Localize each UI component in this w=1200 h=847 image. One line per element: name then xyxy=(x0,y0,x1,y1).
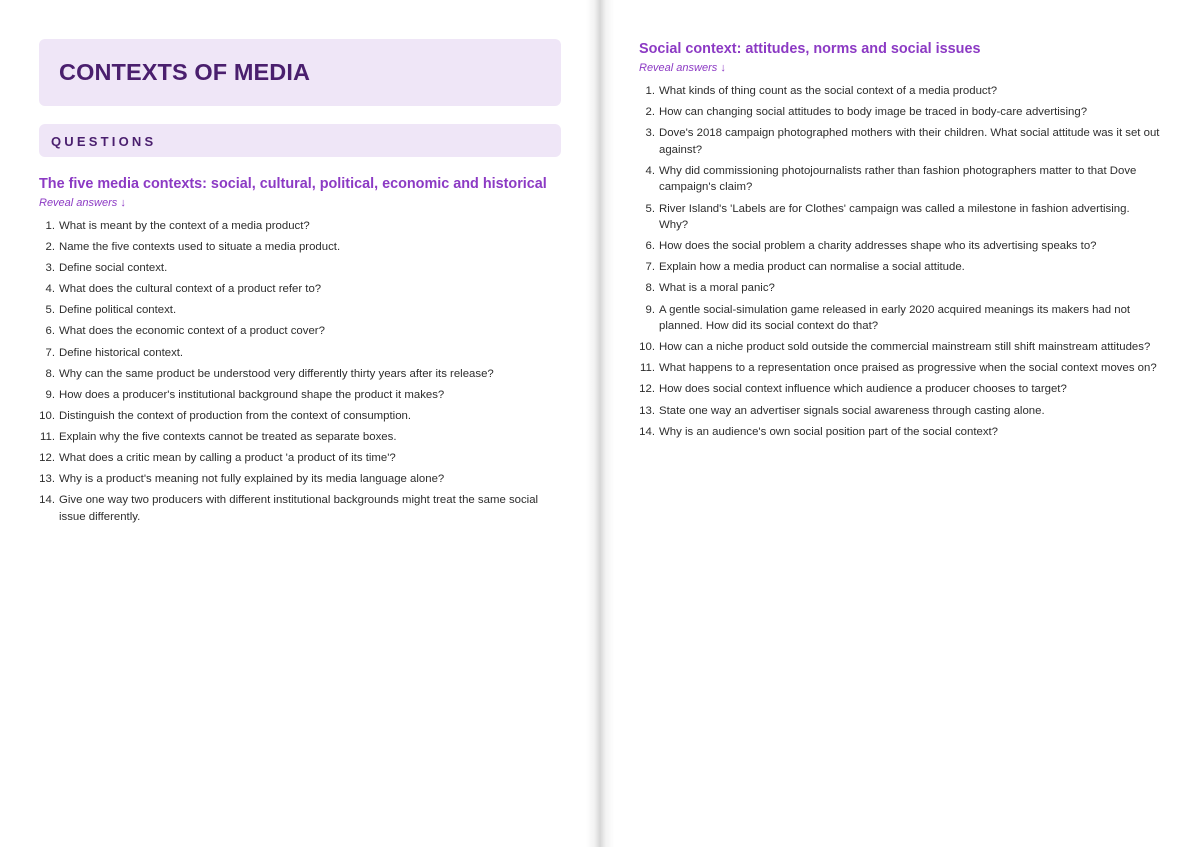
question-item xyxy=(639,360,1160,377)
page-title: CONTEXTS OF MEDIA xyxy=(59,59,311,85)
question-number: 6. xyxy=(45,325,55,338)
reveal-answers-link[interactable]: Reveal answers ↓ xyxy=(39,197,126,209)
question-item xyxy=(39,387,561,404)
question-number: 9. xyxy=(645,303,655,316)
section-heading: The five media contexts: social, cultural, political, economic and historical xyxy=(39,176,547,192)
question-text: Why is a product's meaning not fully explained by its media language alone? xyxy=(59,473,445,486)
question-text: How can changing social attitudes to body image be traced in body-care advertising? xyxy=(659,106,1088,119)
question-text: Distinguish the context of production from the context of consumption. xyxy=(59,409,412,422)
question-number: 9. xyxy=(45,388,55,401)
question-number: 2. xyxy=(45,241,55,254)
question-number: 13. xyxy=(39,473,55,486)
question-number: 2. xyxy=(645,106,655,119)
question-number: 8. xyxy=(645,282,655,295)
question-text: Name the five contexts used to situate a media product. xyxy=(59,241,341,254)
question-text: What happens to a representation once praised as progressive when the social context moves on? xyxy=(659,362,1157,375)
question-item xyxy=(639,302,1160,335)
question-text: What is meant by the context of a media product? xyxy=(59,220,310,232)
question-number: 7. xyxy=(45,346,55,359)
question-number: 12. xyxy=(639,383,655,396)
question-item xyxy=(39,323,561,340)
question-item xyxy=(39,471,561,488)
question-text: State one way an advertiser signals social awareness through casting alone. xyxy=(659,404,1045,417)
question-item xyxy=(39,239,561,256)
question-text: What is a moral panic? xyxy=(659,282,775,295)
question-number: 6. xyxy=(645,240,655,253)
questions-label: QUESTIONS xyxy=(51,134,157,149)
question-text: Explain why the five contexts cannot be treated as separate boxes. xyxy=(59,430,397,443)
question-item xyxy=(39,492,561,525)
question-text: What does a critic mean by calling a product 'a product of its time'? xyxy=(59,452,396,465)
question-text: Define social context. xyxy=(59,262,168,275)
question-item xyxy=(39,408,561,425)
question-text: How can a niche product sold outside the commercial mainstream still shift mainstream attitudes? xyxy=(659,341,1151,354)
question-item xyxy=(39,218,561,235)
section-heading: Social context: attitudes, norms and social issues xyxy=(639,41,981,57)
question-item xyxy=(639,259,1160,276)
question-text: Define historical context. xyxy=(59,346,184,359)
question-text: Why is an audience's own social position part of the social context? xyxy=(659,425,999,438)
question-number: 11. xyxy=(40,430,55,443)
question-text: What kinds of thing count as the social context of a media product? xyxy=(659,85,998,97)
question-item xyxy=(39,302,561,319)
question-item xyxy=(39,345,561,362)
question-number: 14. xyxy=(39,494,55,507)
question-number: 1. xyxy=(645,85,655,97)
right-page xyxy=(600,0,1200,847)
question-item xyxy=(639,163,1160,196)
question-item xyxy=(39,260,561,277)
question-text: Why can the same product be understood very differently thirty years after its release? xyxy=(59,367,494,380)
question-list xyxy=(639,83,1160,440)
question-item xyxy=(39,281,561,298)
question-number: 4. xyxy=(645,164,655,177)
question-text: Explain how a media product can normalise a social attitude. xyxy=(659,261,965,274)
question-item xyxy=(639,104,1160,121)
question-number: 10. xyxy=(639,341,655,354)
question-text: What does the cultural context of a product refer to? xyxy=(59,283,322,296)
question-number: 13. xyxy=(639,404,655,417)
question-text: How does the social problem a charity addresses shape who its advertising speaks to? xyxy=(659,240,1097,253)
question-item xyxy=(639,381,1160,398)
question-number: 5. xyxy=(45,304,55,317)
question-number: 14. xyxy=(639,425,655,438)
question-number: 7. xyxy=(645,261,655,274)
question-text: A gentle social-simulation game released in early 2020 acquired meanings its makers had not planned. How did its social context do that? xyxy=(659,303,1131,333)
question-item xyxy=(639,125,1160,158)
question-item xyxy=(39,429,561,446)
question-item xyxy=(639,83,1160,100)
question-item xyxy=(639,280,1160,297)
question-item xyxy=(639,424,1160,441)
question-text: Define political context. xyxy=(59,304,177,317)
question-text: Why did commissioning photojournalists rather than fashion photographers matter to that Dove campaign's claim? xyxy=(659,164,1137,194)
question-item xyxy=(639,238,1160,255)
question-number: 8. xyxy=(45,367,55,380)
title-box xyxy=(39,39,561,106)
question-text: How does social context influence which audience a producer chooses to target? xyxy=(659,383,1067,396)
question-text: Dove's 2018 campaign photographed mothers with their children. What social attitude was it set out against? xyxy=(659,127,1160,156)
question-list xyxy=(39,218,561,525)
question-text: Give one way two producers with different institutional backgrounds might treat the same social issue differently. xyxy=(59,494,539,523)
question-number: 3. xyxy=(645,127,655,140)
question-text: How does a producer's institutional background shape the product it makes? xyxy=(59,388,445,401)
question-item xyxy=(639,339,1160,356)
question-number: 10. xyxy=(39,409,55,422)
question-text: What does the economic context of a product cover? xyxy=(59,325,325,338)
question-item xyxy=(39,366,561,383)
questions-banner xyxy=(39,124,561,157)
question-item xyxy=(639,403,1160,420)
question-number: 5. xyxy=(645,202,655,215)
question-number: 4. xyxy=(45,283,55,296)
question-number: 3. xyxy=(45,262,55,275)
question-number: 12. xyxy=(39,452,55,465)
question-text: River Island's 'Labels are for Clothes' campaign was called a milestone in fashion advertising. Why? xyxy=(659,202,1130,232)
reveal-answers-link[interactable]: Reveal answers ↓ xyxy=(639,62,726,74)
question-number: 11. xyxy=(640,362,655,375)
question-item xyxy=(639,201,1160,234)
question-number: 1. xyxy=(45,220,55,232)
question-item xyxy=(39,450,561,467)
